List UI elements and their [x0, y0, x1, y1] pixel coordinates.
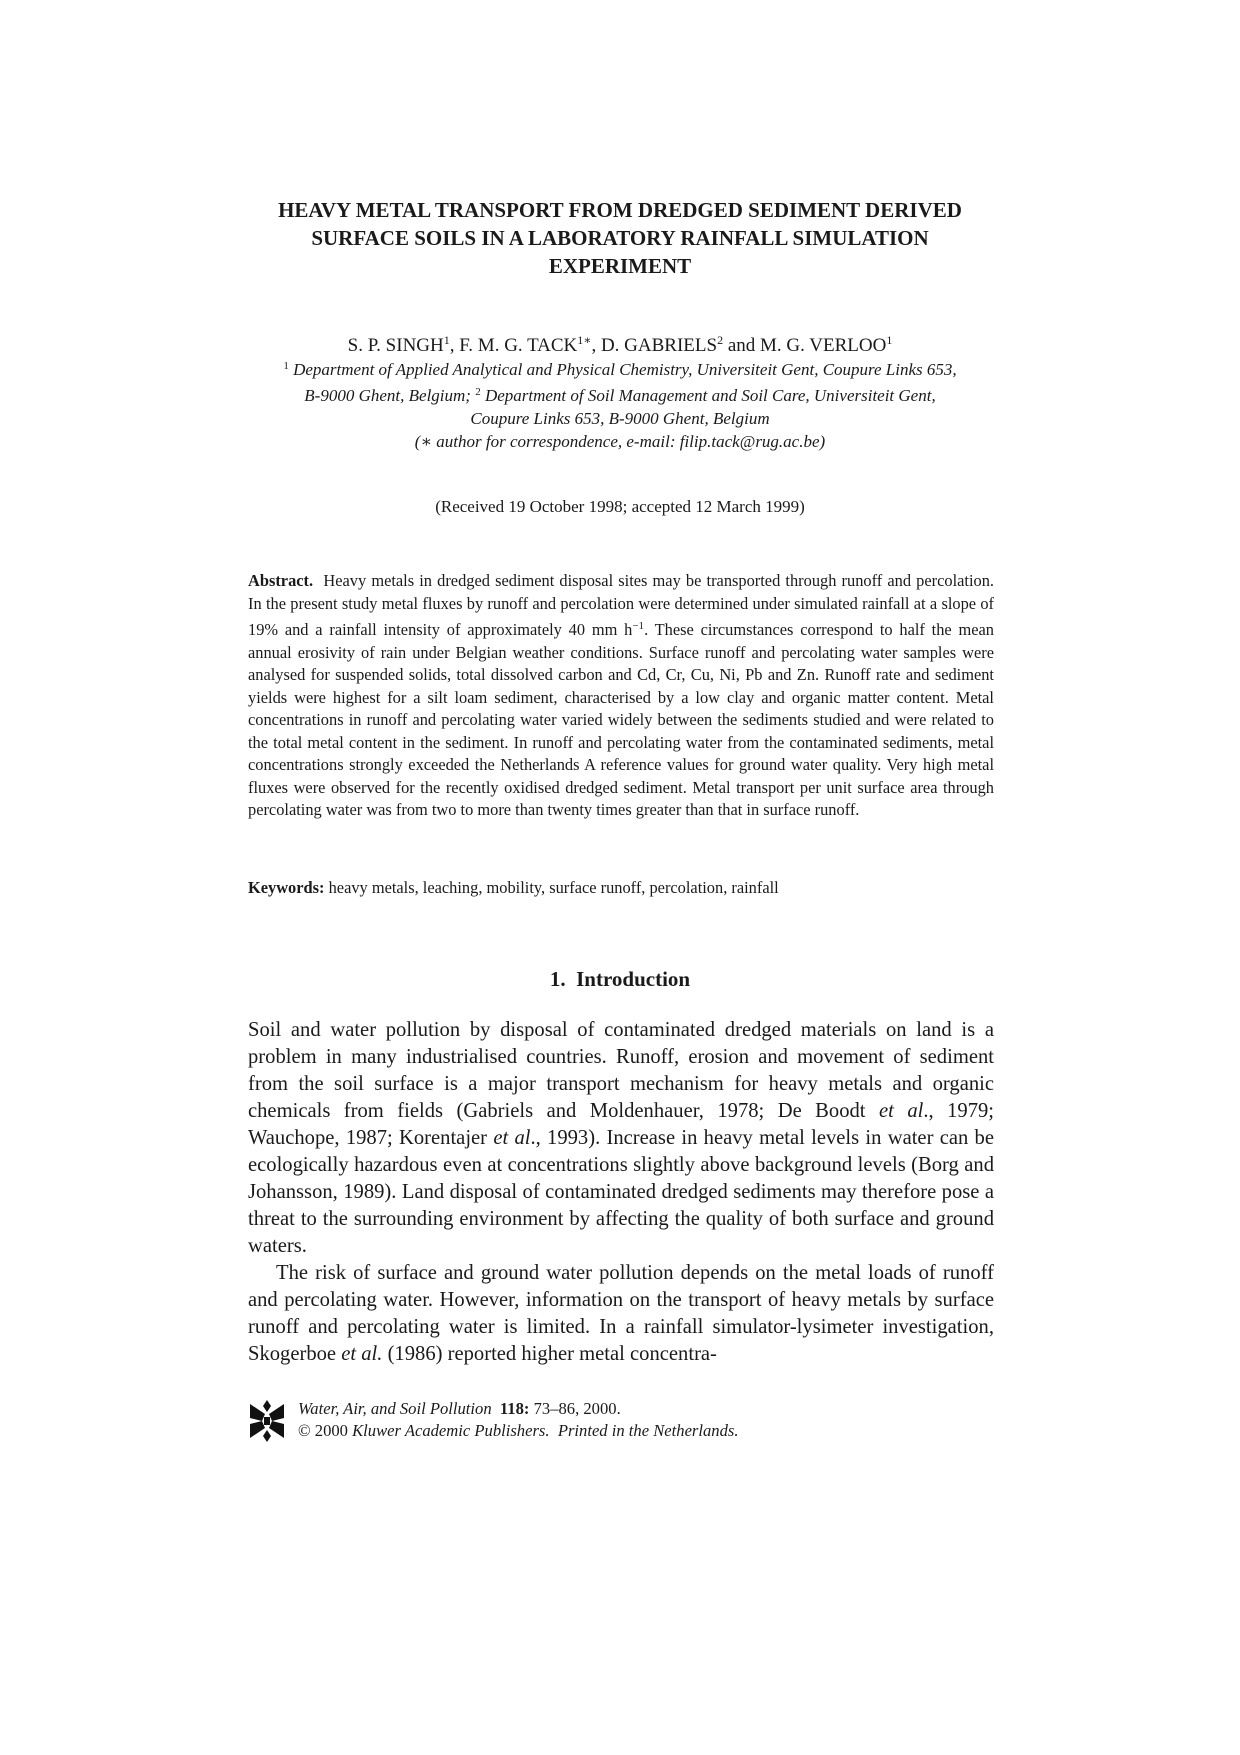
- citation-etal: et al.: [341, 1343, 383, 1365]
- keywords-text: heavy metals, leaching, mobility, surface runoff, percolation, rainfall: [328, 878, 779, 897]
- paragraph-text: ., 1979; Wauchope, 1987; Korentajer: [248, 1100, 995, 1149]
- journal-name: Water, Air, and Soil Pollution: [298, 1399, 492, 1418]
- paper-title: [240, 196, 1000, 280]
- abstract-label: Abstract.: [248, 571, 314, 590]
- journal-footer: [248, 1398, 994, 1448]
- keywords-label: Keywords:: [248, 878, 325, 897]
- author-list: S. P. SINGH$^1$, F. M. G. $TACK^{1∗}$, D. GABRIELS$^2$ and M. G. VERLOO$^1$: [347, 333, 893, 356]
- abstract-superscript: −1: [632, 620, 645, 632]
- abstract-text: . These circumstances correspond to half the mean annual erosivity of rain under Belgian weather conditions. Surface runoff and percolating water samples were analysed for suspended solids, total dissolved carbon and Cd, Cr, Cu, Ni, Pb and Zn. Runoff rate and sediment yields were highest for a silt loam sediment, characterised by a low clay and organic matter content. Metal concentrations in runoff and percolating water varied widely between the sediments studied and were related to the total metal content in the sediment. In runoff and percolating water from the contaminated sediments, metal concentrations strongly exceeded the Netherlands A reference values for ground water quality. Very high metal fluxes were observed for the recently oxidised dredged sediment. Metal transport per unit surface area through percolating water was from two to more than twenty times greater than that in surface runoff.: [248, 620, 994, 819]
- paragraph-text: The risk of surface and ground water pollution depends on the metal loads of runoff and percolating water. However, information on the transport of heavy metals by surface runoff and percolating water is limited. In a rainfall simulator-lysimeter investigation, Skogerboe: [248, 1262, 994, 1365]
- footer-text: [298, 1398, 739, 1442]
- copyright-line: [298, 1420, 739, 1442]
- author-affil-mark: 1: [443, 333, 450, 347]
- affiliation-text: Department of Applied Analytical and Physical Chemistry, Universiteit Gent, Coupure Links 653,: [293, 360, 957, 379]
- received-dates: (Received 19 October 1998; accepted 12 March 1999): [435, 497, 805, 516]
- affil-mark: 2: [475, 386, 481, 398]
- introduction-body: [248, 1017, 994, 1368]
- author-affil-mark: 1∗: [577, 333, 592, 347]
- section-title-text: Introduction: [576, 967, 691, 991]
- author-name: S. P. SINGH: [347, 335, 444, 356]
- journal-pages: 73–86, 2000.: [533, 1399, 621, 1418]
- author-name: M. G. VERLOO: [760, 335, 887, 356]
- publisher-name: Kluwer Academic Publishers.: [352, 1421, 550, 1440]
- copyright-year: 2000: [314, 1421, 348, 1440]
- citation-etal: et al: [879, 1100, 924, 1122]
- kluwer-logo-icon: [248, 1400, 286, 1442]
- paragraph-text: ., 1993). Increase in heavy metal levels in water can be ecologically hazardous even at concentrations slightly above background levels (Borg and Johansson, 1989). Land disposal of contaminated dredged sediments may therefore pose a threat to the surrounding environment by affecting the quality of both surface and ground waters.: [248, 1127, 994, 1257]
- paragraph-text: (1986) reported higher metal concentra-: [382, 1343, 717, 1365]
- affiliation-line: [200, 381, 1040, 407]
- author-name: D. GABRIELS: [600, 335, 718, 356]
- citation-line: [298, 1398, 739, 1420]
- paragraph: [248, 1017, 994, 1260]
- abstract-text: Heavy metals in dredged sediment disposal sites may be transported through runoff and percolation. In the present study metal fluxes by runoff and percolation were determined under simulated rainfall at a slope of 19% and a rainfall intensity of approximately 40 mm h: [248, 571, 994, 639]
- author-name: F. M. G. TACK: [459, 335, 578, 356]
- author-affil-mark: 1: [886, 333, 893, 347]
- abstract: [248, 570, 994, 822]
- title-line: HEAVY METAL TRANSPORT FROM DREDGED SEDIMENT DERIVED: [278, 198, 962, 222]
- affiliation-line: Coupure Links 653, B-9000 Ghent, Belgium: [470, 409, 770, 428]
- paragraph: [248, 1260, 994, 1368]
- affiliation-line: [200, 355, 1040, 381]
- affiliation-text: B-9000 Ghent, Belgium;: [304, 386, 471, 405]
- affiliations: [200, 355, 1040, 453]
- affil-mark: 1: [283, 360, 289, 372]
- correspondence-line: (∗ author for correspondence, e-mail: filip.tack@rug.ac.be): [414, 432, 826, 451]
- author-affil-mark: 2: [717, 333, 724, 347]
- keywords: [248, 877, 994, 899]
- paragraph-text: Soil and water pollution by disposal of contaminated dredged materials on land is a problem in many industrialised countries. Runoff, erosion and movement of sediment from the soil surface is a major transport mechanism for heavy metals and organic chemicals from fields (Gabriels and Moldenhauer, 1978; De Boodt: [248, 1019, 994, 1122]
- affiliation-text: Department of Soil Management and Soil Care, Universiteit Gent,: [484, 386, 936, 405]
- copyright-symbol: ©: [298, 1421, 311, 1440]
- section-number: 1.: [549, 967, 566, 991]
- printed-in: Printed in the Netherlands.: [557, 1421, 739, 1440]
- author-conjunction: and: [727, 335, 756, 356]
- title-line: EXPERIMENT: [548, 254, 692, 278]
- citation-etal: et al: [493, 1127, 531, 1149]
- title-line: SURFACE SOILS IN A LABORATORY RAINFALL SIMULATION: [311, 226, 929, 250]
- journal-volume: 118:: [499, 1399, 530, 1418]
- section-heading: [200, 966, 1040, 992]
